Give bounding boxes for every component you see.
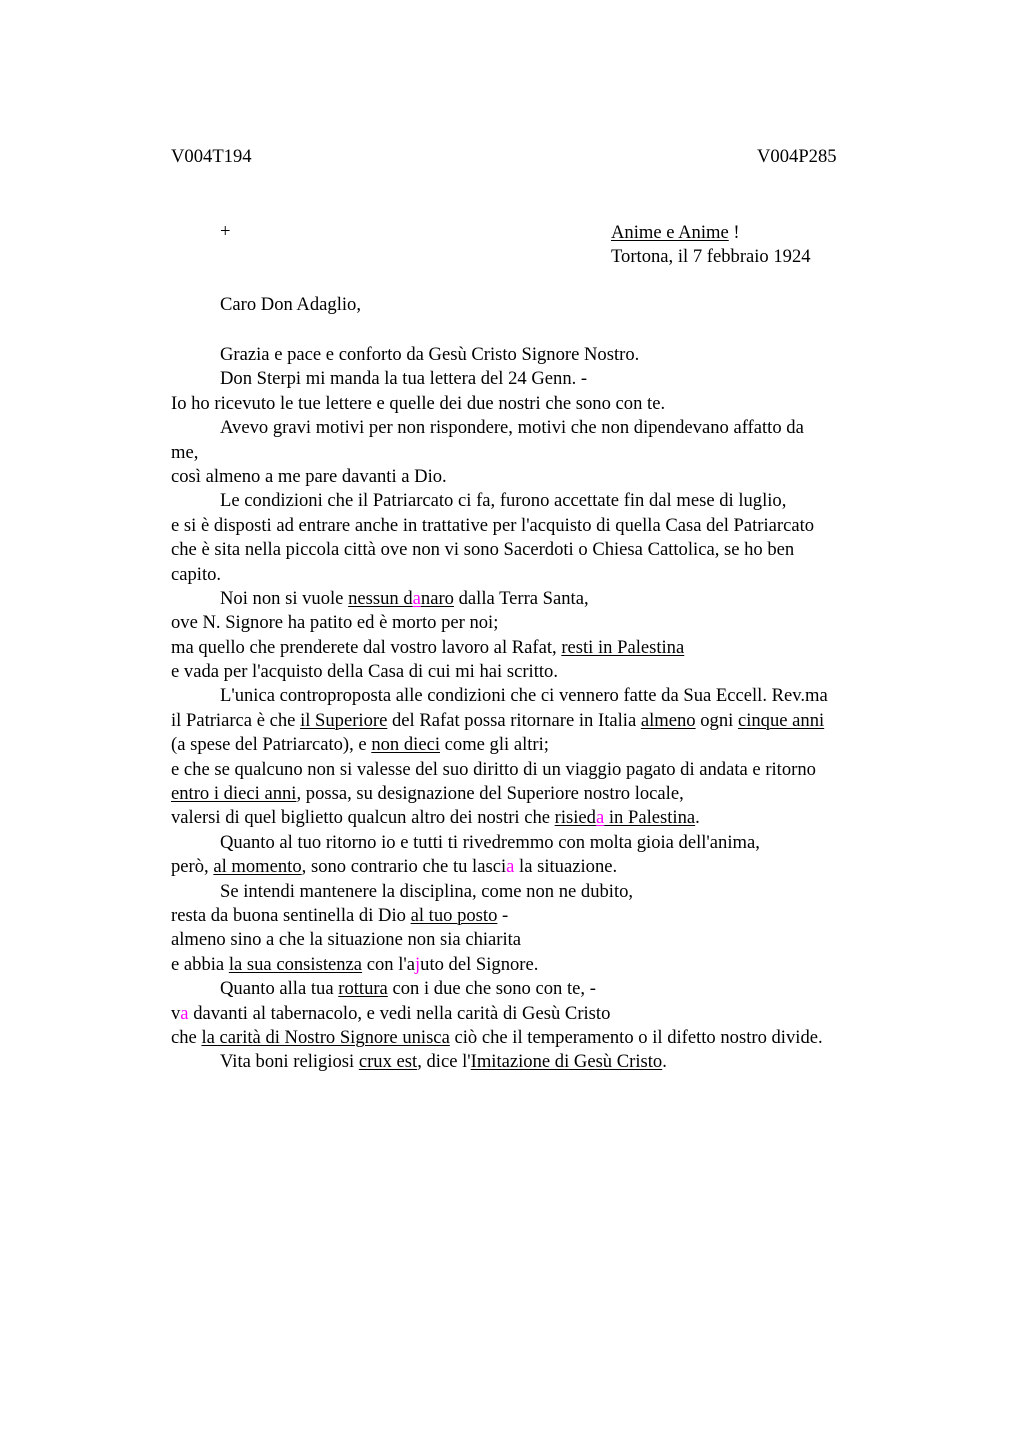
letter-text: Io ho ricevuto le tue lettere e quelle dei due nostri che sono con te. [171, 392, 666, 414]
underlined-text: la sua consistenza [228, 953, 363, 975]
letter-line [171, 343, 911, 367]
letter-text: però, [171, 856, 214, 878]
letter-text: che [171, 1026, 202, 1048]
letter-text: dalla Terra Santa, [453, 587, 589, 609]
letter-text: e abbia [171, 953, 229, 975]
highlighted-correction: j [414, 953, 421, 975]
letter-text: , dice l' [417, 1051, 471, 1073]
letter-text: Avevo gravi motivi per non rispondere, motivi che non dipendevano affatto da [220, 417, 804, 439]
letter-text: Vita boni religiosi [220, 1051, 359, 1073]
letter-text: valersi di quel biglietto qualcun altro dei nostri che [171, 807, 555, 829]
letter-line [171, 416, 911, 440]
underlined-text: al momento [213, 856, 302, 878]
letter-line [171, 563, 911, 587]
letter-line [171, 733, 911, 757]
letter-line [171, 880, 911, 904]
letter-text: Quanto alla tua [220, 978, 339, 1000]
underlined-text: a [595, 807, 605, 829]
underlined-text: crux est [358, 1051, 418, 1073]
underlined-text: la carità di Nostro Signore unisca [201, 1026, 450, 1048]
letter-text: che è sita nella piccola città ove non vi sono Sacerdoti o Chiesa Cattolica, se ho ben [171, 539, 795, 561]
header-right-code: V004P285 [757, 146, 837, 167]
underlined-text: entro i dieci anni [171, 783, 297, 805]
letter-line [171, 1050, 911, 1074]
letter-line [171, 782, 911, 806]
letter-line [171, 636, 911, 660]
letter-text: la situazione. [514, 856, 618, 878]
letter-text: . [662, 1051, 667, 1073]
underlined-text: almeno [640, 709, 696, 731]
letter-text: (a spese del Patriarcato), e [171, 734, 372, 756]
date-line: Tortona, il 7 febbraio 1924 [611, 246, 811, 268]
letter-line [171, 953, 911, 977]
motto-line [611, 221, 811, 245]
underlined-text: resti in Palestina [561, 636, 685, 658]
letter-text: così almeno a me pare davanti a Dio. [171, 465, 447, 487]
underlined-text: in Palestina [604, 807, 696, 829]
letter-text: e si è disposti ad entrare anche in trattative per l'acquisto di quella Casa del Patriarcato [171, 514, 815, 536]
motto-suffix: ! [728, 222, 740, 243]
motto-text: Anime e Anime [611, 222, 729, 243]
underlined-text: al tuo posto [410, 904, 498, 926]
underlined-text: nessun d [348, 587, 413, 609]
letter-line [171, 684, 911, 708]
underlined-text: a [412, 587, 421, 609]
dateline-block [611, 221, 811, 270]
letter-line [171, 392, 911, 416]
letter-text: - [497, 904, 509, 926]
letter-line [171, 441, 911, 465]
letter-text: , sono contrario che tu lasci [301, 856, 507, 878]
letter-line [171, 928, 911, 952]
letter-text: e vada per l'acquisto della Casa di cui mi hai scritto. [171, 661, 558, 683]
letter-body [171, 343, 911, 1075]
letter-text: Grazia e pace e conforto da Gesù Cristo Signore Nostro. [220, 344, 640, 365]
letter-text: ma quello che prenderete dal vostro lavoro al Rafat, [171, 636, 562, 658]
letter-line [171, 904, 911, 928]
letter-line [171, 709, 911, 733]
letter-text: resta da buona sentinella di Dio [171, 904, 411, 926]
letter-line [171, 758, 911, 782]
letter-text: e che se qualcuno non si valesse del suo diritto di un viaggio pagato di andata e ritorno [171, 758, 816, 780]
header-left-code: V004T194 [171, 146, 252, 167]
letter-text: almeno sino a che la situazione non sia chiarita [171, 929, 522, 951]
letter-text: Don Sterpi mi manda la tua lettera del 24 Genn. - [220, 368, 588, 390]
letter-line [171, 1002, 911, 1026]
letter-text: uto del Signore. [420, 953, 539, 975]
letter-line [171, 1026, 911, 1050]
letter-text: capito. [171, 563, 222, 585]
highlighted-correction: a [180, 1002, 189, 1024]
letter-text: ogni [695, 709, 738, 731]
letter-line [171, 514, 911, 538]
letter-text: ove N. Signore ha patito ed è morto per noi; [171, 612, 499, 634]
letter-text: Noi non si vuole [220, 587, 349, 609]
letter-line [171, 806, 911, 830]
letter-line [171, 611, 911, 635]
letter-line [171, 465, 911, 489]
underlined-text: Imitazione di Gesù Cristo [470, 1051, 663, 1073]
underlined-text: cinque anni [737, 709, 825, 731]
letter-text: con i due che sono con te, - [387, 978, 596, 1000]
letter-text: Se intendi mantenere la disciplina, come non ne dubito, [220, 880, 634, 902]
letter-line [171, 831, 911, 855]
cross-symbol: + [220, 221, 231, 242]
letter-line [171, 977, 911, 1001]
underlined-text: rottura [338, 978, 388, 1000]
letter-text: L'unica controproposta alle condizioni che ci vennero fatte da Sua Eccell. Rev.ma [220, 685, 828, 707]
letter-text: v [171, 1002, 181, 1024]
letter-text: me, [171, 441, 199, 463]
letter-text: come gli altri; [440, 734, 549, 756]
letter-text: Quanto al tuo ritorno io e tutti ti rivedremmo con molta gioia dell'anima, [220, 831, 760, 853]
underlined-text: non dieci [371, 734, 440, 756]
letter-text: con l'a [362, 953, 415, 975]
letter-line [171, 538, 911, 562]
letter-text: davanti al tabernacolo, e vedi nella carità di Gesù Cristo [188, 1002, 611, 1024]
letter-text: , possa, su designazione del Superiore nostro locale, [296, 783, 684, 805]
letter-line [171, 587, 911, 611]
letter-line [171, 660, 911, 684]
underlined-text: risied [554, 807, 596, 829]
highlighted-correction: a [506, 856, 515, 878]
salutation: Caro Don Adaglio, [220, 294, 361, 315]
letter-text: Le condizioni che il Patriarcato ci fa, furono accettate fin dal mese di luglio, [220, 490, 787, 512]
underlined-text: naro [420, 587, 454, 609]
letter-line [171, 855, 911, 879]
letter-line [171, 367, 911, 391]
letter-text: il Patriarca è che [171, 709, 301, 731]
letter-text: del Rafat possa ritornare in Italia [387, 709, 641, 731]
underlined-text: il Superiore [300, 709, 388, 731]
letter-text: . [695, 807, 700, 829]
letter-line [171, 489, 911, 513]
letter-text: ciò che il temperamento o il difetto nostro divide. [449, 1026, 823, 1048]
